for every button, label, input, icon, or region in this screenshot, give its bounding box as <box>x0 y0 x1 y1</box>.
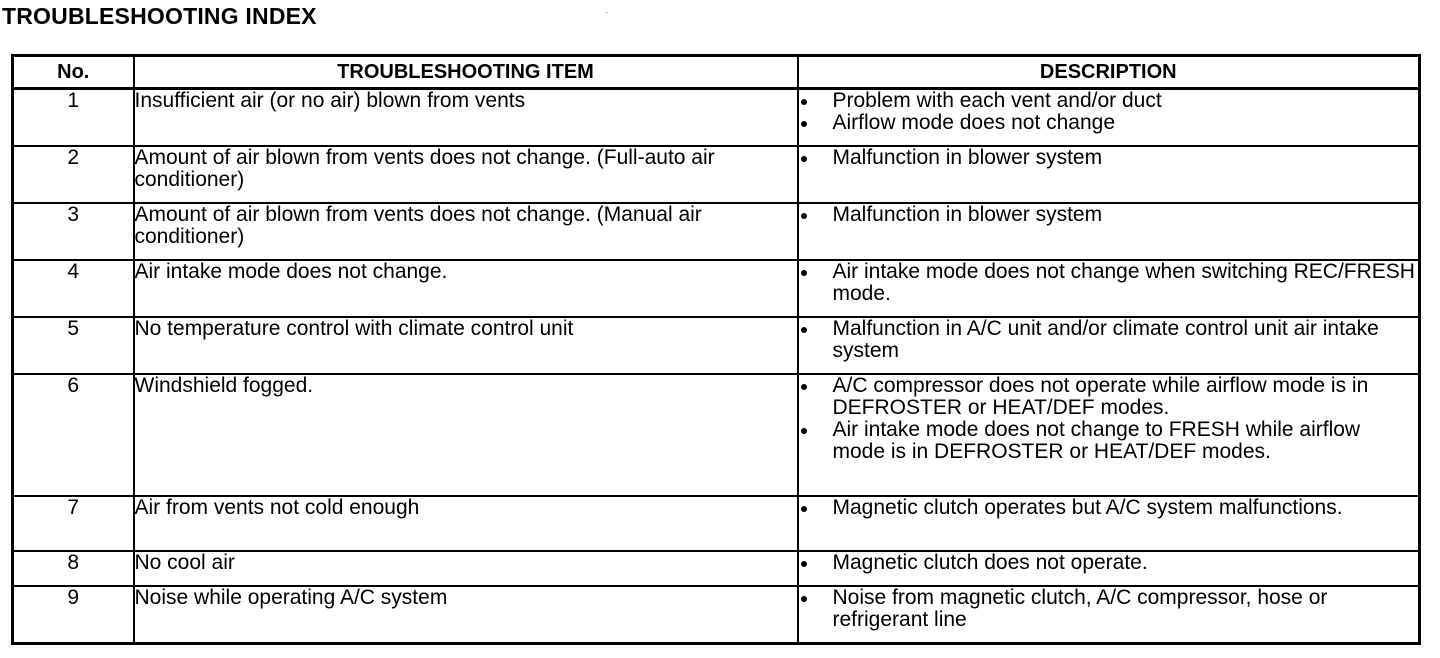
troubleshooting-item: Amount of air blown from vents does not change. (Manual air conditioner) <box>134 203 798 260</box>
bullet-dot-icon <box>801 327 807 333</box>
troubleshooting-item: Windshield fogged. <box>134 374 798 496</box>
row-number: 3 <box>13 203 134 260</box>
description-text: Malfunction in A/C unit and/or climate control unit air intake system <box>832 316 1379 362</box>
troubleshooting-item: No cool air <box>134 551 798 586</box>
description-text: A/C compressor does not operate while airflow mode is in DEFROSTER or HEAT/DEF modes. <box>832 373 1369 419</box>
description-bullet <box>799 587 1419 631</box>
description-text: Air intake mode does not change when switching REC/FRESH mode. <box>832 259 1415 305</box>
bullet-dot-icon <box>801 561 807 567</box>
description-text: Magnetic clutch operates but A/C system malfunctions. <box>832 496 1343 520</box>
bullet-dot-icon <box>801 596 807 602</box>
row-number: 6 <box>13 374 134 496</box>
header-no: No. <box>13 56 134 89</box>
header-row <box>13 56 1420 89</box>
scan-speck <box>606 12 607 13</box>
troubleshooting-item: No temperature control with climate control unit <box>134 317 798 374</box>
description-cell <box>798 586 1420 643</box>
row-number: 9 <box>13 586 134 643</box>
troubleshooting-item: Insufficient air (or no air) blown from vents <box>134 89 798 146</box>
description-bullet <box>799 90 1419 112</box>
description-text: Air intake mode does not change to FRESH while airflow mode is in DEFROSTER or HEAT/DEF modes. <box>832 417 1361 463</box>
description-cell <box>798 496 1420 551</box>
description-bullet <box>799 552 1419 574</box>
description-text: Airflow mode does not change <box>832 111 1116 134</box>
description-cell <box>798 203 1420 260</box>
row-number: 1 <box>13 89 134 146</box>
row-number: 7 <box>13 496 134 551</box>
table-row <box>13 551 1420 586</box>
table-row <box>13 146 1420 203</box>
bullet-dot-icon <box>801 270 807 276</box>
description-text: Malfunction in blower system <box>832 145 1103 169</box>
row-number: 5 <box>13 317 134 374</box>
description-bullet <box>799 112 1419 134</box>
table-row <box>13 496 1420 551</box>
header-description: DESCRIPTION <box>798 56 1420 89</box>
description-bullet <box>799 318 1419 362</box>
table-row <box>13 586 1420 643</box>
description-text: Magnetic clutch does not operate. <box>832 551 1148 575</box>
troubleshooting-item: Noise while operating A/C system <box>134 586 798 643</box>
row-number: 4 <box>13 260 134 317</box>
description-bullet <box>799 375 1419 419</box>
troubleshooting-item: Air from vents not cold enough <box>134 496 798 551</box>
description-bullet <box>799 497 1419 519</box>
description-cell <box>798 89 1420 146</box>
table-row <box>13 203 1420 260</box>
description-text: Malfunction in blower system <box>832 202 1103 226</box>
description-text: Problem with each vent and/or duct <box>832 89 1162 112</box>
row-number: 2 <box>13 146 134 203</box>
description-bullet <box>799 261 1419 305</box>
troubleshooting-index-table <box>11 54 1421 645</box>
bullet-dot-icon <box>801 156 807 162</box>
table-row <box>13 374 1420 496</box>
description-text: Noise from magnetic clutch, A/C compressor, hose or refrigerant line <box>832 586 1328 632</box>
table-row <box>13 317 1420 374</box>
description-cell <box>798 317 1420 374</box>
description-bullet <box>799 147 1419 169</box>
bullet-dot-icon <box>801 506 807 512</box>
bullet-dot-icon <box>801 428 807 434</box>
header-troubleshooting-item: TROUBLESHOOTING ITEM <box>134 56 798 89</box>
row-number: 8 <box>13 551 134 586</box>
page-title: TROUBLESHOOTING INDEX <box>2 3 317 29</box>
table-row <box>13 260 1420 317</box>
table-row <box>13 89 1420 146</box>
bullet-dot-icon <box>801 121 807 127</box>
bullet-dot-icon <box>801 213 807 219</box>
bullet-dot-icon <box>801 384 807 390</box>
description-cell <box>798 551 1420 586</box>
troubleshooting-item: Amount of air blown from vents does not change. (Full-auto air conditioner) <box>134 146 798 203</box>
troubleshooting-item: Air intake mode does not change. <box>134 260 798 317</box>
description-cell <box>798 260 1420 317</box>
description-bullet <box>799 419 1419 463</box>
bullet-dot-icon <box>801 99 807 105</box>
description-cell <box>798 374 1420 496</box>
description-cell <box>798 146 1420 203</box>
description-bullet <box>799 204 1419 226</box>
